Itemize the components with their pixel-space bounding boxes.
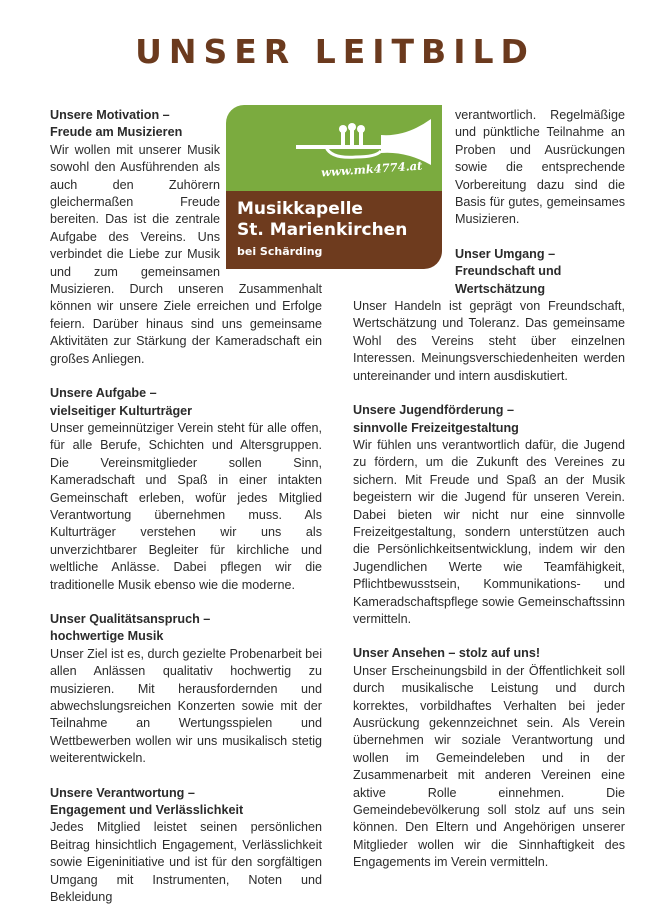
section-heading: Unser Ansehen – stolz auf uns! bbox=[353, 646, 541, 661]
logo-url: www.mk4774.at bbox=[320, 158, 423, 180]
logo-name-line2: St. Marienkirchen bbox=[237, 220, 408, 240]
section-heading: Unsere Motivation – bbox=[50, 108, 170, 122]
section-text: verantwortlich. Regelmäßige und pünktliche Teilnahme an Proben und Ausrückungen sowie die entsprechende Vorbereitung dazu sind die Basis für gutes, gemeinsames Musizieren. bbox=[455, 108, 625, 227]
section-heading: Unser Qualitätsanspruch – bbox=[50, 611, 211, 626]
section-heading: Freundschaft und bbox=[455, 264, 562, 279]
section-heading: hochwertige Musik bbox=[50, 629, 164, 644]
section-heading: vielseitiger Kulturträger bbox=[50, 403, 193, 418]
section-text: Unser Erscheinungsbild in der Öffentlichkeit soll durch musikalische Leistung und durch korrektes, vorbildhaftes Verhalten bei jeder Ausrückung gekennzeichnet sein. Als Verein übernehmen wir soziale Verantwortung und wollen im Gemeindeleben und in der Zusammenarbeit mit anderen Vereinen eine aktive Rolle einnehmen. Die Gemeindebevölkerung soll stolz auf uns sein können. Den Eltern und Angehörigen unserer Mitglieder wollen wir die Sinnhaftigkeit des Engagements im Verein vermitteln. bbox=[353, 663, 625, 870]
section-text: Unser Handeln ist geprägt von Freundschaft, Wertschätzung und Toleranz. Das gemeinsame Wohl des Vereins steht über einzelnen Interessen. Meinungsverschiedenheiten werden untereinander und intern ausdiskutiert. bbox=[353, 299, 625, 383]
left-column bbox=[50, 107, 322, 906]
section-heading: Wertschätzung bbox=[455, 281, 546, 296]
logo-subtitle: bei Schärding bbox=[237, 245, 323, 258]
section-heading: Unsere Jugendförderung – bbox=[353, 403, 514, 418]
section-text: Jedes Mitglied leistet seinen persönlichen Beitrag hinsichtlich Engagement, Verlässlichkeit sowie Eigeninitiative und ist für den sorgfältigen Umgang mit Instrumenten, Noten und Bekleidung bbox=[50, 820, 322, 905]
logo-spacer bbox=[220, 107, 322, 274]
page-title: UNSER LEITBILD bbox=[135, 32, 535, 71]
right-column bbox=[353, 107, 625, 872]
logo-name-line1: Musikkapelle bbox=[237, 199, 363, 219]
section-heading: Unser Umgang – bbox=[455, 246, 556, 261]
section-heading: Freude am Musizieren bbox=[50, 125, 183, 140]
section-heading: Unsere Verantwortung – bbox=[50, 785, 195, 800]
section-text: Wir wollen mit unserer Musik sowohl den Ausführenden als auch den Zuhörern gleichermaßen Freude bereiten. Das ist die zentrale Aufgabe des Vereins. Uns verbindet die Liebe zur Musik und zum gemeinsamen Musizieren. Durch unseren Zusammenhalt können wir unsere Ziele erreichen und Erfolge feiern. Darüber hinaus sind uns gemeinsame Aktivitäten zur Stärkung der Kameradschaft ein großes Anliegen. bbox=[50, 142, 322, 366]
right-top-block bbox=[455, 107, 625, 298]
section-text: Unser Ziel ist es, durch gezielte Probenarbeit bei allen Anlässen qualitativ hochwertig zu musizieren. Mit herausfordernden und abwechslungsreichen Konzerten sowie mit der Teilnahme an Wertungsspielen und Wettbewerben wollen wir uns musikalisch stetig weiterentwickeln. bbox=[50, 646, 322, 766]
section-text: Wir fühlen uns verantwortlich dafür, die Jugend zu fördern, um die Zukunft des Vereines zu sichern. Mit Freude und Spaß an der Musik begeistern wir die Jugend für unseren Verein. Dabei bieten wir nicht nur eine sinnvolle Freizeitgestaltung, sondern unterstützen auch die Persönlichkeitsentwicklung, indem wir den Jugendlichen Werte wie Teamfähigkeit, Pflichtbewusstsein, Kommunikations- und Kameradschaftspflege sowie Gemeinschaftssinn vermitteln. bbox=[353, 437, 625, 626]
section-heading: Engagement und Verlässlichkeit bbox=[50, 803, 244, 818]
section-heading: sinnvolle Freizeitgestaltung bbox=[353, 420, 519, 435]
section-heading: Unsere Aufgabe – bbox=[50, 386, 157, 401]
section-text: Unser gemeinnütziger Verein steht für alle offen, für alle Berufe, Schichten und Altersgruppen. Die Vereinsmitglieder sollen Sinn, Kameradschaft und Spaß in einer intakten Gemeinschaft erleben, wofür jedes Mitglied Verantwortung übernehmen muss. Als Kulturträger verstehen wir uns als unverzichtbarer Begleiter für kirchliche und weltliche Anlässe. Dabei pflegen wir die traditionelle Musik ebenso wie die moderne. bbox=[50, 420, 322, 592]
